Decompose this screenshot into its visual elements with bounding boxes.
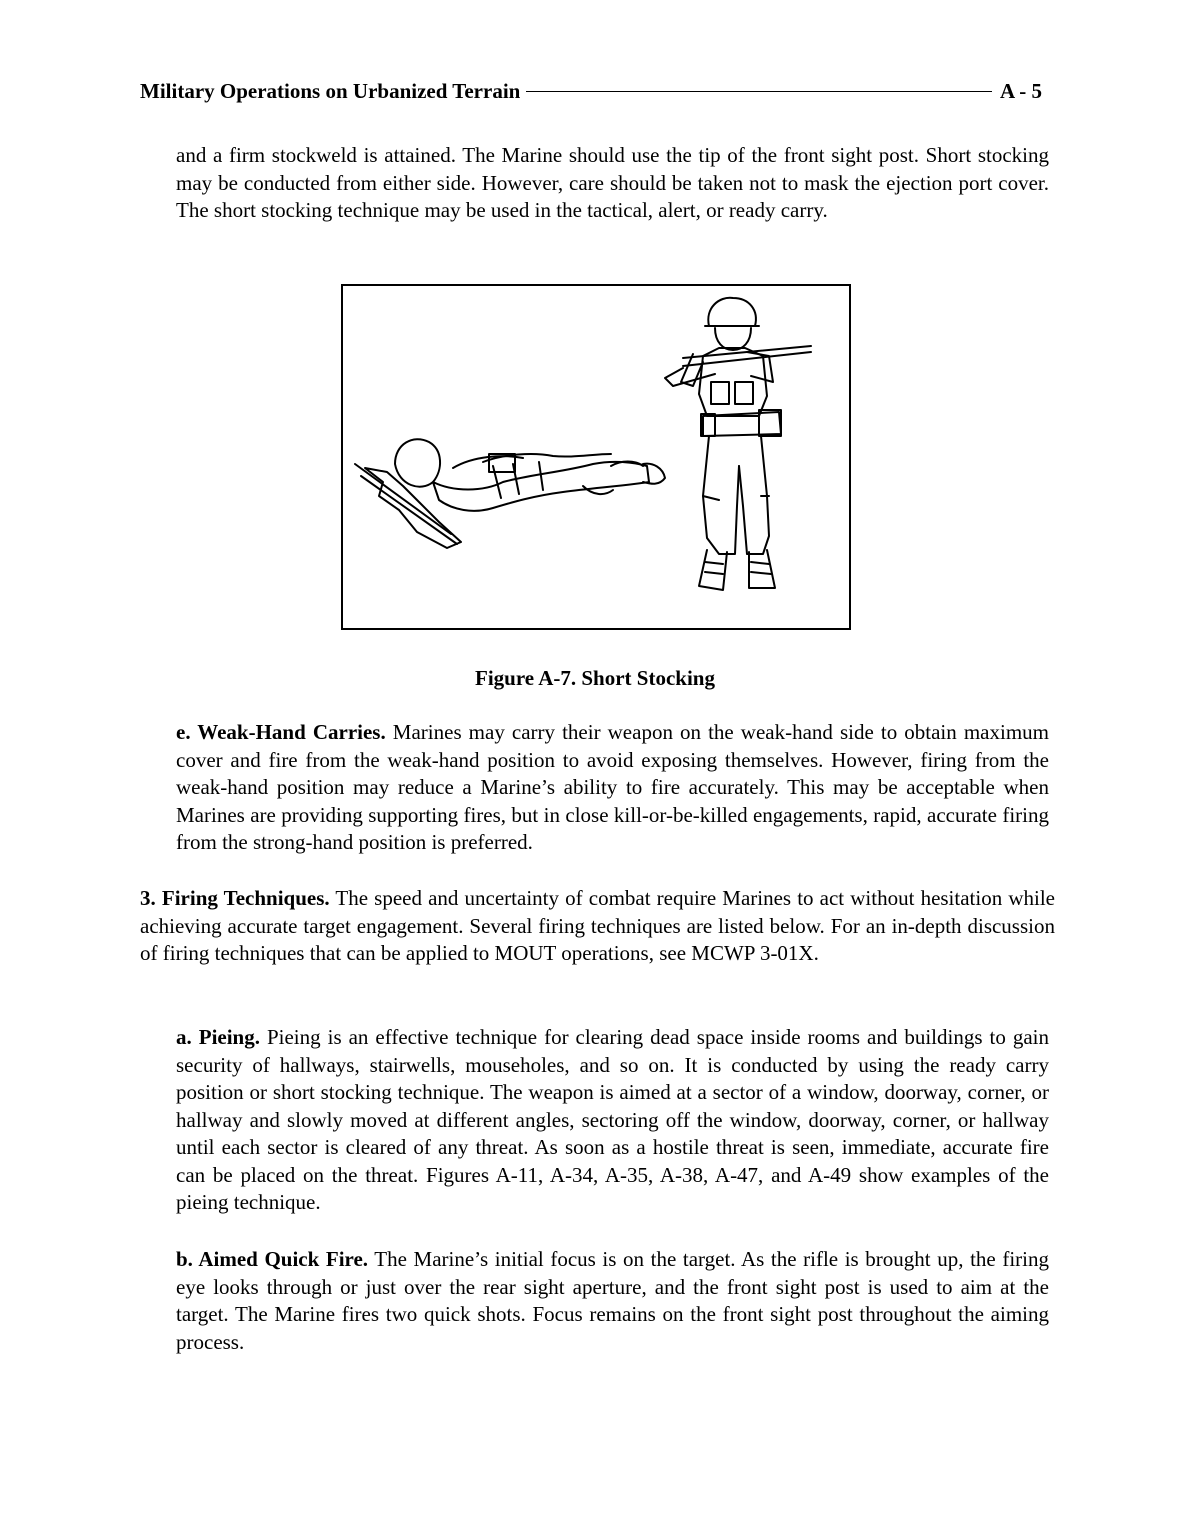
standing-marine-figure <box>665 298 811 590</box>
figure-caption: Figure A-7. Short Stocking <box>475 666 715 690</box>
running-header <box>140 78 1042 104</box>
section-e-text: Marines may carry their weapon on the weak-hand side to obtain maximum cover and fire from the weak-hand position to avoid exposing themselves. However, firing from the weak-hand position may reduce a Marine’s ability to fire accurately. This may be acceptable when Marines are providing supporting fires, but in close kill-or-be-killed engagements, rapid, accurate firing from the strong-hand position is preferred. <box>176 720 1049 854</box>
intro-paragraph <box>176 142 1049 225</box>
section-a-heading: a. Pieing. <box>176 1025 260 1049</box>
section-3-paragraph <box>140 885 1055 968</box>
section-e-heading: e. Weak-Hand Carries. <box>176 720 386 744</box>
section-b-text: The Marine’s initial focus is on the target. As the rifle is brought up, the firing eye looks through or just over the rear sight aperture, and the front sight post is used to aim at the target. The Marine fires two quick shots. Focus remains on the front sight post throughout the aiming process. <box>176 1247 1049 1354</box>
section-3-text: The speed and uncertainty of combat require Marines to act without hesitation while achieving accurate target engagement. Several firing techniques are listed below. For an in-depth discussion of firing techniques that can be applied to MOUT operations, see MCWP 3-01X. <box>140 886 1055 965</box>
section-b-heading: b. Aimed Quick Fire. <box>176 1247 369 1271</box>
section-e-paragraph <box>176 719 1049 857</box>
section-3-heading: 3. Firing Techniques. <box>140 886 330 910</box>
figure-a7-frame <box>341 284 851 630</box>
header-title: Military Operations on Urbanized Terrain <box>140 79 521 103</box>
intro-text: and a firm stockweld is attained. The Marine should use the tip of the front sight post. Short stocking may be conducted from either side. However, care should be taken not to mask the ejection port cover. The short stocking technique may be used in the tactical, alert, or ready carry. <box>176 143 1049 222</box>
section-a-text: Pieing is an effective technique for clearing dead space inside rooms and buildings to gain security of hallways, stairwells, mouseholes, and so on. It is conducted by using the ready carry position or short stocking technique. The weapon is aimed at a sector of a window, doorway, corner, or hallway and slowly moved at different angles, sectoring off the window, doorway, corner, or hallway until each sector is cleared of any threat. As soon as a hostile threat is seen, immediate, accurate fire can be placed on the threat. Figures A-11, A-34, A-35, A-38, A-47, and A-49 show examples of the pieing technique. <box>176 1025 1049 1214</box>
header-rule <box>526 91 992 92</box>
section-a-paragraph <box>176 1024 1049 1217</box>
section-b-paragraph <box>176 1246 1049 1356</box>
page-number: A - 5 <box>1000 79 1042 103</box>
prone-marine-figure <box>355 439 665 548</box>
short-stocking-illustration <box>343 286 849 628</box>
